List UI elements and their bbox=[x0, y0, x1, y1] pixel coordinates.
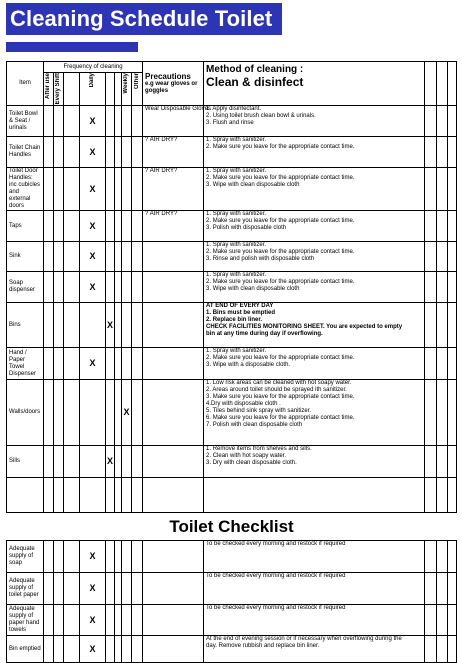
schedule-row bbox=[7, 242, 457, 272]
method-line: 1. Apply disinfectant. bbox=[206, 106, 262, 112]
freq-spacer bbox=[64, 303, 80, 348]
freq-other bbox=[132, 272, 143, 303]
extra-cell bbox=[437, 380, 448, 446]
freq-after-use bbox=[44, 242, 54, 272]
extra-cell bbox=[425, 272, 437, 303]
freq-spacer bbox=[64, 168, 80, 211]
extra-cell bbox=[425, 541, 437, 573]
method-subtitle: Clean & disinfect bbox=[206, 75, 304, 89]
freq-spacer bbox=[64, 380, 80, 446]
method-line: 3. Make sure you leave for the appropriate contact time. bbox=[206, 394, 355, 400]
method-line: 2. Make sure you leave for the appropriate contact time. bbox=[206, 175, 355, 181]
precautions-subtitle: e.g wear gloves or goggles bbox=[145, 81, 198, 94]
freq-spacer bbox=[115, 211, 122, 242]
checklist-item-label: Adequate supply of soap bbox=[7, 541, 44, 573]
check-col bbox=[106, 605, 115, 636]
method-line: day. Remove rubbish and replace bin liner. bbox=[206, 643, 320, 649]
extra-cell bbox=[448, 380, 457, 446]
schedule-row bbox=[7, 348, 457, 380]
freq-daily: X bbox=[80, 242, 106, 272]
method-line: 3. Wipe with clean disposable cloth bbox=[206, 286, 300, 292]
freq-weekly bbox=[122, 168, 132, 211]
freq-spacer bbox=[64, 137, 80, 168]
freq-weekly bbox=[122, 211, 132, 242]
method-cell bbox=[204, 446, 425, 478]
method-header bbox=[204, 62, 425, 106]
precaution-cell bbox=[143, 380, 204, 446]
checklist-row bbox=[7, 636, 457, 663]
extra-col bbox=[448, 62, 457, 106]
freq-other bbox=[132, 168, 143, 211]
freq-col-weekly: Weekly bbox=[122, 73, 132, 106]
freq-shift bbox=[106, 168, 115, 211]
decorative-bar bbox=[6, 42, 138, 52]
freq-spacer bbox=[64, 242, 80, 272]
freq-every-shift bbox=[54, 380, 64, 446]
empty-cell bbox=[122, 478, 132, 513]
freq-weekly bbox=[122, 272, 132, 303]
extra-cell bbox=[425, 137, 437, 168]
freq-after-use bbox=[44, 137, 54, 168]
freq-every-shift bbox=[54, 168, 64, 211]
extra-cell bbox=[448, 573, 457, 605]
extra-cell bbox=[425, 380, 437, 446]
extra-cell bbox=[448, 211, 457, 242]
freq-spacer bbox=[115, 380, 122, 446]
item-label: Sink bbox=[7, 242, 44, 272]
extra-cell bbox=[448, 636, 457, 663]
method-cell bbox=[204, 303, 425, 348]
freq-after-use bbox=[44, 348, 54, 380]
freq-other bbox=[132, 242, 143, 272]
method-cell bbox=[204, 242, 425, 272]
extra-cell bbox=[448, 272, 457, 303]
freq-weekly bbox=[122, 106, 132, 137]
freq-weekly bbox=[122, 242, 132, 272]
schedule-row bbox=[7, 168, 457, 211]
check-col bbox=[44, 605, 54, 636]
freq-other bbox=[132, 211, 143, 242]
freq-shift bbox=[106, 106, 115, 137]
precaution-cell: ? AIR DRY? bbox=[143, 168, 204, 211]
method-line: 3. Flush and rinse bbox=[206, 120, 254, 126]
freq-col-spacer bbox=[64, 73, 80, 106]
method-line: 1. Spray with sanitizer. bbox=[206, 211, 267, 217]
freq-spacer bbox=[115, 446, 122, 478]
check-col bbox=[44, 541, 54, 573]
frequency-header: Frequency of cleaning bbox=[44, 62, 143, 73]
extra-cell bbox=[425, 636, 437, 663]
freq-spacer bbox=[115, 137, 122, 168]
extra-cell bbox=[425, 573, 437, 605]
method-line: 2. Make sure you leave for the appropriate contact time. bbox=[206, 249, 355, 255]
extra-cell bbox=[448, 303, 457, 348]
method-line: 2. Using toilet brush clean bowl & urinals. bbox=[206, 113, 316, 119]
checklist-mark: X bbox=[80, 573, 106, 605]
schedule-row bbox=[7, 380, 457, 446]
checklist-title-row bbox=[7, 513, 457, 541]
empty-cell bbox=[80, 478, 106, 513]
method-line: To be checked every morning and restock if required bbox=[206, 541, 346, 547]
checklist-row bbox=[7, 573, 457, 605]
extra-cell bbox=[448, 541, 457, 573]
schedule-row bbox=[7, 303, 457, 348]
extra-cell bbox=[425, 106, 437, 137]
check-col bbox=[44, 636, 54, 663]
freq-shift bbox=[106, 380, 115, 446]
freq-spacer bbox=[115, 106, 122, 137]
extra-cell bbox=[448, 106, 457, 137]
extra-cell bbox=[425, 348, 437, 380]
check-col bbox=[115, 541, 122, 573]
freq-spacer bbox=[64, 446, 80, 478]
extra-cell bbox=[448, 242, 457, 272]
freq-col-every-shift: Every Shift bbox=[54, 73, 64, 106]
freq-spacer bbox=[64, 211, 80, 242]
checklist-precaution bbox=[143, 636, 204, 663]
check-col bbox=[122, 573, 132, 605]
precautions-header bbox=[143, 62, 204, 106]
freq-shift bbox=[106, 137, 115, 168]
freq-spacer bbox=[115, 168, 122, 211]
freq-other bbox=[132, 137, 143, 168]
method-line: 2. Clean with hot soapy water. bbox=[206, 453, 287, 459]
method-line: 2. Make sure you leave for the appropriate contact time. bbox=[206, 144, 355, 150]
empty-row bbox=[7, 478, 457, 513]
freq-spacer bbox=[115, 348, 122, 380]
extra-col bbox=[437, 62, 448, 106]
freq-after-use bbox=[44, 380, 54, 446]
freq-other bbox=[132, 348, 143, 380]
method-line: 1. Spray with sanitizer. bbox=[206, 242, 267, 248]
extra-cell bbox=[425, 446, 437, 478]
check-col bbox=[122, 541, 132, 573]
freq-every-shift bbox=[54, 242, 64, 272]
freq-after-use bbox=[44, 211, 54, 242]
freq-daily: X bbox=[80, 168, 106, 211]
freq-daily: X bbox=[80, 348, 106, 380]
freq-spacer bbox=[115, 303, 122, 348]
schedule-row bbox=[7, 137, 457, 168]
item-label: Toilet Door Handles: inc cubicles and external doors bbox=[7, 168, 44, 211]
check-col bbox=[64, 541, 80, 573]
freq-every-shift bbox=[54, 348, 64, 380]
checklist-row bbox=[7, 605, 457, 636]
method-line: 6. Make sure you leave for the appropriate contact time. bbox=[206, 415, 355, 421]
item-label: Soap dispenser bbox=[7, 272, 44, 303]
check-col bbox=[132, 573, 143, 605]
extra-cell bbox=[437, 605, 448, 636]
schedule-row bbox=[7, 106, 457, 137]
freq-every-shift bbox=[54, 272, 64, 303]
checklist-title: Toilet Checklist bbox=[7, 513, 457, 541]
method-line: 1. Remove items from shelves and sills. bbox=[206, 446, 312, 452]
freq-other bbox=[132, 303, 143, 348]
check-col bbox=[132, 636, 143, 663]
check-col bbox=[44, 573, 54, 605]
method-line: 2. Make sure you leave for the appropriate contact time. bbox=[206, 218, 355, 224]
method-line: 2. Replace bin liner. bbox=[206, 317, 263, 323]
extra-cell bbox=[437, 242, 448, 272]
freq-weekly bbox=[122, 137, 132, 168]
freq-spacer bbox=[64, 348, 80, 380]
schedule-row bbox=[7, 272, 457, 303]
extra-cell bbox=[437, 636, 448, 663]
empty-cell bbox=[143, 478, 204, 513]
item-label: Taps bbox=[7, 211, 44, 242]
extra-cell bbox=[437, 137, 448, 168]
schedule-row bbox=[7, 446, 457, 478]
extra-cell bbox=[425, 303, 437, 348]
extra-cell bbox=[448, 137, 457, 168]
checklist-precaution bbox=[143, 541, 204, 573]
method-cell bbox=[204, 168, 425, 211]
method-line: To be checked every morning and restock if required bbox=[206, 605, 346, 611]
precaution-cell bbox=[143, 348, 204, 380]
item-header: Item bbox=[7, 62, 44, 106]
method-line: 2. Make sure you leave for the appropriate contact time. bbox=[206, 279, 355, 285]
method-line: 3. Wipe with a disposable cloth. bbox=[206, 362, 291, 368]
checklist-mark: X bbox=[80, 605, 106, 636]
extra-cell bbox=[425, 605, 437, 636]
freq-every-shift bbox=[54, 106, 64, 137]
check-col bbox=[132, 541, 143, 573]
precautions-title: Precautions bbox=[145, 72, 191, 81]
method-line: At the end of evening session or if necessary when overflowing during the bbox=[206, 636, 402, 642]
precaution-cell bbox=[143, 242, 204, 272]
check-col bbox=[115, 605, 122, 636]
freq-shift bbox=[106, 348, 115, 380]
checklist-precaution bbox=[143, 605, 204, 636]
extra-cell bbox=[448, 348, 457, 380]
freq-after-use bbox=[44, 168, 54, 211]
freq-weekly bbox=[122, 348, 132, 380]
title-banner bbox=[6, 3, 282, 35]
check-col bbox=[106, 541, 115, 573]
method-cell bbox=[204, 348, 425, 380]
freq-after-use bbox=[44, 272, 54, 303]
extra-cell bbox=[437, 272, 448, 303]
freq-every-shift bbox=[54, 446, 64, 478]
empty-cell bbox=[115, 478, 122, 513]
freq-shift bbox=[106, 211, 115, 242]
check-col bbox=[115, 636, 122, 663]
method-line: 1. Bins must be emptied bbox=[206, 310, 276, 316]
freq-weekly: X bbox=[122, 380, 132, 446]
check-col bbox=[122, 605, 132, 636]
method-line: 1. Spray with sanitizer. bbox=[206, 168, 267, 174]
freq-other bbox=[132, 446, 143, 478]
freq-every-shift bbox=[54, 211, 64, 242]
empty-cell bbox=[44, 478, 54, 513]
freq-every-shift bbox=[54, 303, 64, 348]
item-label: Toilet Bowl & Seat / urinals bbox=[7, 106, 44, 137]
freq-after-use bbox=[44, 303, 54, 348]
freq-shift bbox=[106, 242, 115, 272]
empty-cell bbox=[132, 478, 143, 513]
precaution-cell bbox=[143, 446, 204, 478]
checklist-item-label: Adequate supply of paper hand towels bbox=[7, 605, 44, 636]
check-col bbox=[106, 573, 115, 605]
freq-col-daily: Daily bbox=[80, 73, 106, 106]
extra-col bbox=[425, 62, 437, 106]
extra-cell bbox=[437, 348, 448, 380]
extra-cell bbox=[437, 211, 448, 242]
precaution-cell: Wear Disposable Gloves bbox=[143, 106, 204, 137]
item-label: Hand / Paper Towel Dispenser bbox=[7, 348, 44, 380]
precaution-cell bbox=[143, 272, 204, 303]
freq-after-use bbox=[44, 106, 54, 137]
freq-every-shift bbox=[54, 137, 64, 168]
check-col bbox=[64, 573, 80, 605]
checklist-row bbox=[7, 541, 457, 573]
freq-spacer bbox=[115, 242, 122, 272]
method-line: 1. Low risk areas can be cleaned with hot soapy water. bbox=[206, 380, 352, 386]
method-cell bbox=[204, 272, 425, 303]
method-cell bbox=[204, 106, 425, 137]
freq-daily bbox=[80, 303, 106, 348]
check-col bbox=[132, 605, 143, 636]
freq-weekly bbox=[122, 303, 132, 348]
method-line: To be checked every morning and restock if required bbox=[206, 573, 346, 579]
freq-other bbox=[132, 380, 143, 446]
extra-cell bbox=[448, 605, 457, 636]
empty-cell bbox=[437, 478, 448, 513]
method-cell bbox=[204, 380, 425, 446]
item-label: Sills bbox=[7, 446, 44, 478]
freq-daily: X bbox=[80, 137, 106, 168]
method-line: 3. Polish with disposable cloth bbox=[206, 225, 287, 231]
page-title: Cleaning Schedule Toilet bbox=[10, 6, 273, 31]
freq-spacer bbox=[64, 106, 80, 137]
extra-cell bbox=[437, 168, 448, 211]
method-line: 3. Wipe with clean disposable cloth bbox=[206, 182, 300, 188]
freq-weekly bbox=[122, 446, 132, 478]
method-cell bbox=[204, 211, 425, 242]
extra-cell bbox=[425, 168, 437, 211]
method-line: 1. Spray with sanitizer. bbox=[206, 137, 267, 143]
item-label: Bins bbox=[7, 303, 44, 348]
freq-spacer bbox=[64, 272, 80, 303]
method-cell bbox=[204, 541, 425, 573]
empty-cell bbox=[425, 478, 437, 513]
checklist-mark: X bbox=[80, 636, 106, 663]
extra-cell bbox=[437, 106, 448, 137]
method-cell bbox=[204, 137, 425, 168]
method-cell bbox=[204, 636, 425, 663]
check-col bbox=[115, 573, 122, 605]
checklist-item-label: Bin emptied bbox=[7, 636, 44, 663]
precaution-cell: ? AIR DRY? bbox=[143, 211, 204, 242]
extra-cell bbox=[425, 211, 437, 242]
extra-cell bbox=[448, 446, 457, 478]
freq-col-other: Other bbox=[132, 73, 143, 106]
freq-after-use bbox=[44, 446, 54, 478]
checklist-item-label: Adequate supply of toilet paper bbox=[7, 573, 44, 605]
freq-daily bbox=[80, 380, 106, 446]
empty-cell bbox=[106, 478, 115, 513]
method-line: 4.Dry with disposable cloth . bbox=[206, 401, 281, 407]
checklist-precaution bbox=[143, 573, 204, 605]
check-col bbox=[122, 636, 132, 663]
freq-daily: X bbox=[80, 272, 106, 303]
check-col bbox=[54, 573, 64, 605]
method-line: bin at any time during day if overflowing. bbox=[206, 331, 323, 337]
extra-cell bbox=[437, 446, 448, 478]
freq-shift: X bbox=[106, 446, 115, 478]
check-col bbox=[64, 605, 80, 636]
method-title: Method of cleaning : bbox=[206, 64, 304, 75]
method-line: 3. Dry with clean disposable cloth. bbox=[206, 460, 297, 466]
method-line: 7. Polish with clean disposable cloth bbox=[206, 422, 303, 428]
method-cell bbox=[204, 573, 425, 605]
freq-spacer bbox=[115, 272, 122, 303]
freq-col-spacer bbox=[106, 73, 115, 106]
precaution-cell bbox=[143, 303, 204, 348]
extra-cell bbox=[448, 168, 457, 211]
method-line: 1. Spray with sanitizer. bbox=[206, 272, 267, 278]
extra-cell bbox=[437, 303, 448, 348]
empty-cell bbox=[204, 478, 425, 513]
check-col bbox=[54, 605, 64, 636]
header-row-1 bbox=[7, 62, 457, 73]
item-label: Toilet Chain Handles bbox=[7, 137, 44, 168]
freq-other bbox=[132, 106, 143, 137]
freq-shift bbox=[106, 272, 115, 303]
method-line: CHECK FACILITIES MONITORING SHEET. You are expected to empty bbox=[206, 324, 403, 330]
precaution-cell: ? AIR DRY? bbox=[143, 137, 204, 168]
method-line: AT END OF EVERY DAY bbox=[206, 303, 274, 309]
extra-cell bbox=[425, 242, 437, 272]
extra-cell bbox=[437, 573, 448, 605]
method-line: 5. Tiles behind sink spray with sanitizer. bbox=[206, 408, 312, 414]
empty-cell bbox=[64, 478, 80, 513]
empty-cell bbox=[7, 478, 44, 513]
empty-cell bbox=[54, 478, 64, 513]
freq-daily: X bbox=[80, 106, 106, 137]
check-col bbox=[54, 541, 64, 573]
checklist-mark: X bbox=[80, 541, 106, 573]
extra-cell bbox=[437, 541, 448, 573]
method-line: 2. Areas around toilet should be sprayed ith sanitizer. bbox=[206, 387, 347, 393]
freq-daily: X bbox=[80, 211, 106, 242]
freq-daily bbox=[80, 446, 106, 478]
check-col bbox=[64, 636, 80, 663]
method-line: 2. Make sure you leave for the appropriate contact time. bbox=[206, 355, 355, 361]
cleaning-schedule-table bbox=[6, 61, 457, 663]
item-label: Walls/doors bbox=[7, 380, 44, 446]
empty-cell bbox=[448, 478, 457, 513]
freq-col-spacer bbox=[115, 73, 122, 106]
method-line: 1. Spray with sanitizer. bbox=[206, 348, 267, 354]
freq-col-after-use: After use bbox=[44, 73, 54, 106]
check-col bbox=[54, 636, 64, 663]
method-line: 3. Rinse and polish with disposable cloth bbox=[206, 256, 315, 262]
freq-shift: X bbox=[106, 303, 115, 348]
schedule-row bbox=[7, 211, 457, 242]
method-cell bbox=[204, 605, 425, 636]
check-col bbox=[106, 636, 115, 663]
